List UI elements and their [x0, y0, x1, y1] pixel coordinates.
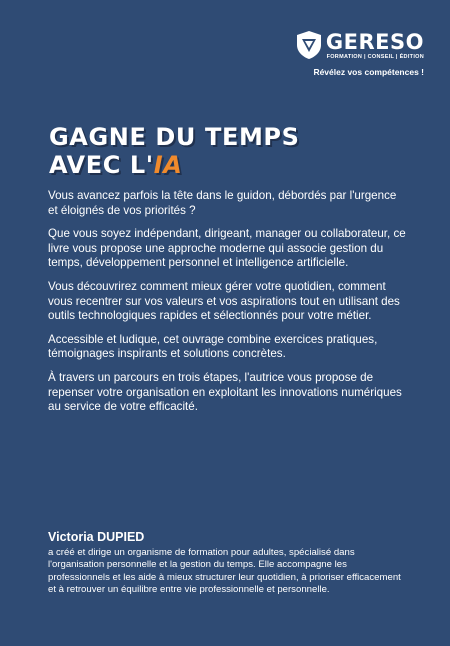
title-line-1: GAGNE DU TEMPS	[49, 123, 300, 151]
book-title	[49, 123, 300, 179]
title-line-2-prefix: AVEC L'	[49, 151, 154, 179]
description	[48, 189, 408, 424]
title-accent: IA	[153, 151, 183, 179]
author-bio: a créé et dirige un organisme de formation pour adultes, spécialisé dans l'organisation personnelle et la gestion du temps. Elle accompagne les professionnels et les aide à mieux structurer leur quotidien, à prioriser efficacement et à retrouver un équilibre entre vie professionnelle et personnelle.	[48, 547, 401, 596]
description-paragraph: Vous découvrirez comment mieux gérer votre quotidien, comment vous recentrer sur vos valeurs et vos aspirations tout en utilisant des outils technologiques rapides et sélectionnés pour votre métier.	[48, 279, 400, 323]
publisher-logo	[296, 30, 424, 60]
brand-name: GERESO	[325, 29, 424, 54]
description-paragraph: À travers un parcours en trois étapes, l'autrice vous propose de repenser votre organisation en exploitant les innovations numériques au service de votre efficacité.	[48, 370, 402, 414]
brand-subtitle: FORMATION | CONSEIL | ÉDITION	[326, 53, 424, 60]
title-line-2	[49, 151, 300, 179]
author-name: Victoria DUPIED	[48, 530, 145, 544]
description-paragraph: Accessible et ludique, cet ouvrage combine exercices pratiques, témoignages inspirants et solutions concrètes.	[48, 332, 378, 361]
author-section	[48, 530, 408, 597]
shield-logo-icon	[296, 30, 322, 60]
description-paragraph: Que vous soyez indépendant, dirigeant, manager ou collaborateur, ce livre vous propose une approche moderne qui associe gestion du temps, développement personnel et intelligence artificielle.	[48, 227, 406, 270]
description-paragraph: Vous avancez parfois la tête dans le guidon, débordés par l'urgence et éloignés de vos priorités ?	[48, 189, 397, 217]
brand-tagline: Révélez vos compétences !	[313, 67, 424, 77]
